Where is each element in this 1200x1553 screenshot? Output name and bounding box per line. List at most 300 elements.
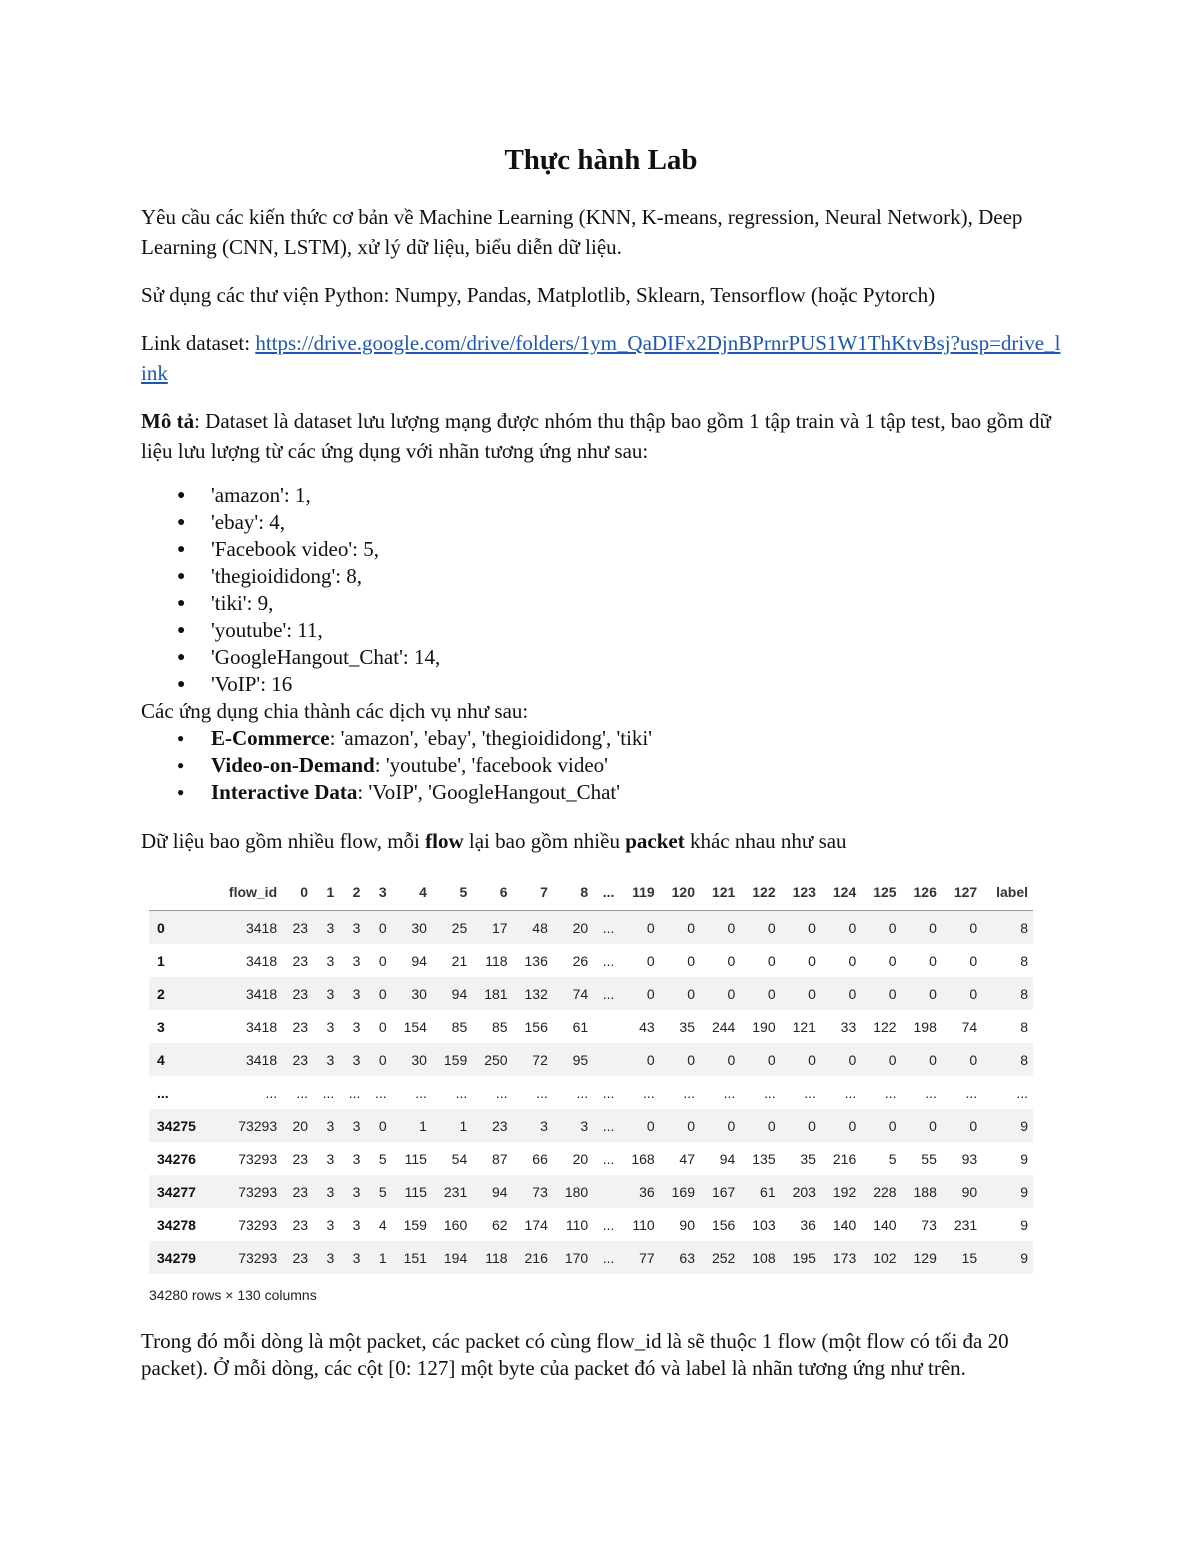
table-row	[149, 1010, 1033, 1043]
table-cell: 95	[572, 1051, 589, 1068]
table-cell: 0	[646, 1117, 655, 1134]
table-cell: ...	[576, 1084, 589, 1101]
table-cell: 3	[326, 1183, 335, 1200]
table-cell: 190	[752, 1018, 776, 1035]
table-cell: 244	[711, 1018, 736, 1035]
column-header: 124	[821, 874, 861, 911]
table-cell: 23	[292, 1018, 309, 1035]
table-cell: 0	[808, 1117, 816, 1134]
table-cell: 0	[646, 1051, 655, 1068]
table-cell: 0	[378, 1018, 387, 1035]
table-body	[149, 911, 1033, 1275]
list-item: ● 'VoIP': 16	[211, 671, 1061, 698]
dataframe-output	[149, 874, 1061, 1310]
table-cell: 26	[572, 952, 589, 969]
table-cell: 0	[646, 985, 655, 1002]
table-cell: 90	[961, 1183, 978, 1200]
row-index: 1	[157, 952, 165, 969]
table-cell: 3	[326, 1150, 335, 1167]
table-cell: 0	[727, 952, 736, 969]
table-cell: ...	[602, 985, 615, 1002]
table-cell: 15	[961, 1249, 978, 1266]
table-cell: 0	[969, 985, 978, 1002]
table-cell: 228	[873, 1183, 897, 1200]
table-cell: 0	[687, 1051, 695, 1068]
flow-text: lại bao gồm nhiều	[463, 829, 626, 853]
table-cell: 0	[727, 1051, 736, 1068]
table-cell: ...	[884, 1084, 897, 1101]
table-row	[149, 1208, 1033, 1241]
table-cell: 3	[326, 952, 335, 969]
table-cell: 77	[639, 1249, 655, 1266]
table-cell: 3418	[245, 1051, 278, 1068]
table-cell: 1	[419, 1117, 427, 1134]
table-cell: 0	[646, 919, 655, 936]
table-cell: 74	[572, 985, 589, 1002]
table-cell: ...	[455, 1084, 468, 1101]
table-cell: 30	[411, 1051, 427, 1068]
service-apps: : 'youtube', 'facebook video'	[374, 753, 608, 777]
table-cell: 0	[848, 919, 857, 936]
table-cell: 3	[580, 1117, 589, 1134]
table-cell: 0	[848, 1051, 857, 1068]
table-cell: 9	[1020, 1117, 1028, 1134]
description-paragraph	[141, 406, 1061, 466]
table-cell: 0	[767, 985, 776, 1002]
table-cell: 167	[711, 1183, 736, 1200]
table-cell: 156	[711, 1216, 736, 1233]
column-header: 119	[619, 874, 659, 911]
table-row	[149, 1241, 1033, 1274]
dataset-link-paragraph	[141, 328, 1061, 388]
table-cell: 194	[443, 1249, 468, 1266]
table-cell: 168	[631, 1150, 655, 1167]
row-index: 34275	[157, 1117, 196, 1134]
flow-text: khác nhau như sau	[684, 829, 847, 853]
table-cell: 23	[292, 1249, 309, 1266]
table-cell: 9	[1020, 1249, 1028, 1266]
table-cell: 160	[443, 1216, 468, 1233]
list-item	[211, 725, 1061, 752]
table-row	[149, 944, 1033, 977]
table-cell: 154	[403, 1018, 427, 1035]
table-cell: 3	[352, 1216, 361, 1233]
table-cell: 3	[326, 1249, 335, 1266]
list-item	[211, 779, 1061, 806]
list-item: ● 'youtube': 11,	[211, 617, 1061, 644]
table-cell: 0	[808, 919, 816, 936]
table-cell: 0	[888, 1117, 897, 1134]
table-cell: 8	[1020, 1051, 1028, 1068]
table-cell: 252	[711, 1249, 736, 1266]
table-cell: 48	[532, 919, 548, 936]
list-item: ● 'thegioididong': 8,	[211, 563, 1061, 590]
table-cell: 3	[326, 985, 335, 1002]
table-cell: 0	[767, 1117, 776, 1134]
table-cell: 0	[808, 1051, 816, 1068]
table-cell: 118	[485, 952, 508, 969]
table-cell: 3	[352, 1183, 361, 1200]
table-cell: ...	[804, 1084, 816, 1101]
table-cell: ...	[602, 1249, 615, 1266]
dataset-link[interactable]: https://drive.google.com/drive/folders/1ym_QaDIFx2DjnBPrnrPUS1W1ThKtvBsj?usp=drive_link	[141, 331, 1061, 385]
page-title: Thực hành Lab	[504, 144, 698, 176]
table-cell: 5	[378, 1183, 387, 1200]
column-header: 125	[861, 874, 901, 911]
table-cell: ...	[536, 1084, 548, 1101]
table-cell: 61	[572, 1018, 589, 1035]
table-cell: 0	[378, 985, 387, 1002]
flow-term: flow	[425, 829, 464, 853]
table-cell: 23	[491, 1117, 508, 1134]
table-cell: 20	[572, 919, 589, 936]
table-cell: 20	[572, 1150, 589, 1167]
table-cell: ...	[322, 1084, 335, 1101]
row-index: 3	[157, 1018, 165, 1035]
table-cell: 23	[292, 952, 309, 969]
row-index: ...	[157, 1084, 169, 1101]
table-cell: ...	[965, 1084, 978, 1101]
list-item	[211, 752, 1061, 779]
table-cell: 85	[491, 1018, 508, 1035]
table-cell: 170	[564, 1249, 589, 1266]
column-header	[149, 874, 212, 911]
table-cell: 5	[888, 1150, 897, 1167]
packet-term: packet	[625, 829, 685, 853]
table-cell: 35	[679, 1018, 695, 1035]
column-header: 123	[781, 874, 821, 911]
table-cell: ...	[643, 1084, 655, 1101]
table-cell: 90	[679, 1216, 695, 1233]
row-index: 34278	[157, 1216, 196, 1233]
service-apps: : 'VoIP', 'GoogleHangout_Chat'	[357, 780, 621, 804]
table-cell: 0	[888, 1051, 897, 1068]
table-cell: 5	[378, 1150, 387, 1167]
table-cell: 85	[451, 1018, 468, 1035]
flow-description	[141, 826, 1061, 856]
table-cell: 0	[767, 952, 776, 969]
table-cell: 108	[752, 1249, 776, 1266]
table-cell: 216	[524, 1249, 548, 1266]
column-header: 122	[740, 874, 780, 911]
table-cell: 3	[352, 1150, 361, 1167]
table-cell: ...	[763, 1084, 776, 1101]
table-cell: 4	[378, 1216, 387, 1233]
table-cell: 132	[524, 985, 548, 1002]
table-cell: 0	[378, 919, 387, 936]
table-cell: 94	[451, 985, 468, 1002]
table-cell: ...	[495, 1084, 508, 1101]
table-cell: 231	[953, 1216, 978, 1233]
table-row	[149, 1175, 1033, 1208]
table-cell: 0	[687, 1117, 695, 1134]
table-cell: 8	[1020, 985, 1028, 1002]
table-cell: 3418	[245, 1018, 278, 1035]
table-cell: ...	[602, 952, 615, 969]
table-cell: 62	[491, 1216, 508, 1233]
row-index: 34279	[157, 1249, 196, 1266]
table-cell: 3	[352, 1249, 361, 1266]
dataframe-table	[149, 874, 1033, 1274]
table-row	[149, 1142, 1033, 1175]
table-cell: 73293	[238, 1150, 278, 1167]
table-cell: 0	[929, 1117, 937, 1134]
table-cell: 0	[848, 952, 857, 969]
table-cell: 3	[326, 1216, 335, 1233]
table-cell: 192	[832, 1183, 857, 1200]
table-cell: 159	[403, 1216, 427, 1233]
table-cell: 94	[491, 1183, 508, 1200]
table-cell: 3	[540, 1117, 548, 1134]
table-cell: ...	[296, 1084, 309, 1101]
row-index: 2	[157, 985, 165, 1002]
table-row	[149, 1109, 1033, 1142]
table-cell: 87	[491, 1150, 508, 1167]
table-cell: 0	[929, 919, 937, 936]
table-cell: 73293	[238, 1216, 278, 1233]
table-cell: 0	[888, 985, 897, 1002]
row-index: 0	[157, 919, 165, 936]
table-row	[149, 1076, 1033, 1109]
table-cell: 103	[752, 1216, 776, 1233]
table-cell: 169	[671, 1183, 695, 1200]
list-item: ● 'Facebook video': 5,	[211, 536, 1061, 563]
table-cell: 0	[969, 1117, 978, 1134]
table-cell: 73293	[238, 1117, 278, 1134]
requirements-paragraph: Yêu cầu các kiến thức cơ bản về Machine Learning (KNN, K-means, regression, Neural Network), Deep Learning (CNN, LSTM), xử lý dữ liệu, biểu diễn dữ liệu.	[141, 205, 1023, 259]
table-row	[149, 977, 1033, 1010]
service-name: E-Commerce	[211, 726, 330, 750]
table-cell: 0	[767, 1051, 776, 1068]
table-header-row	[149, 874, 1033, 911]
table-cell: 54	[451, 1150, 468, 1167]
app-label-list	[211, 482, 1061, 698]
table-cell: 135	[752, 1150, 776, 1167]
service-apps: : 'amazon', 'ebay', 'thegioididong', 'tiki'	[329, 726, 653, 750]
table-cell: ...	[415, 1084, 427, 1101]
table-cell: 61	[760, 1183, 776, 1200]
column-header: 6	[472, 874, 512, 911]
table-cell: 66	[532, 1150, 548, 1167]
table-cell: 0	[808, 952, 816, 969]
table-cell: 231	[443, 1183, 468, 1200]
table-cell: 129	[913, 1249, 937, 1266]
column-header: 3	[365, 874, 391, 911]
table-cell: 94	[719, 1150, 736, 1167]
table-cell: 181	[484, 985, 508, 1002]
table-cell: ...	[374, 1084, 387, 1101]
libraries-paragraph: Sử dụng các thư viện Python: Numpy, Pandas, Matplotlib, Sklearn, Tensorflow (hoặc Pytorch)	[141, 283, 936, 307]
table-cell: 23	[292, 1216, 309, 1233]
table-cell: ...	[602, 1084, 615, 1101]
table-cell: 9	[1020, 1183, 1028, 1200]
table-cell: 121	[792, 1018, 816, 1035]
table-cell: 151	[403, 1249, 427, 1266]
table-cell: 0	[727, 1117, 736, 1134]
column-header: 126	[902, 874, 942, 911]
table-cell: 0	[378, 1117, 387, 1134]
table-cell: 0	[969, 952, 978, 969]
table-cell: 118	[485, 1249, 508, 1266]
dataframe-shape: 34280 rows × 130 columns	[149, 1287, 317, 1303]
table-cell: ...	[265, 1084, 278, 1101]
table-cell: 36	[800, 1216, 816, 1233]
table-row	[149, 1043, 1033, 1076]
table-cell: 3	[352, 1051, 361, 1068]
table-cell: 3	[326, 919, 335, 936]
table-cell: 0	[969, 919, 978, 936]
table-cell: ...	[723, 1084, 736, 1101]
column-header: 127	[942, 874, 982, 911]
table-cell: 195	[792, 1249, 816, 1266]
table-cell: 0	[687, 952, 695, 969]
table-cell: 0	[646, 952, 655, 969]
table-cell: 0	[808, 985, 816, 1002]
table-cell: ...	[925, 1084, 937, 1101]
table-cell: 72	[532, 1051, 548, 1068]
table-cell: 173	[832, 1249, 857, 1266]
table-cell: 23	[292, 1150, 309, 1167]
list-item: ● 'GoogleHangout_Chat': 14,	[211, 644, 1061, 671]
table-cell: 250	[484, 1051, 508, 1068]
flow-text: Dữ liệu bao gồm nhiều flow, mỗi	[141, 829, 426, 853]
table-cell: 0	[929, 952, 937, 969]
table-cell: 0	[848, 985, 857, 1002]
service-list	[211, 725, 1061, 806]
table-cell: 3418	[245, 919, 278, 936]
table-cell: 17	[491, 919, 508, 936]
table-cell: 0	[929, 985, 937, 1002]
table-cell: 3	[352, 952, 361, 969]
column-header: 2	[339, 874, 365, 911]
table-cell: 3418	[245, 985, 278, 1002]
table-cell: 9	[1020, 1216, 1028, 1233]
table-cell: ...	[844, 1084, 857, 1101]
list-item: ● 'ebay': 4,	[211, 509, 1061, 536]
table-cell: 30	[411, 985, 427, 1002]
table-cell: 3	[326, 1117, 335, 1134]
table-cell: 23	[292, 1183, 309, 1200]
table-cell: 8	[1020, 952, 1028, 969]
table-cell: 0	[848, 1117, 857, 1134]
table-cell: 156	[524, 1018, 548, 1035]
column-header: 7	[513, 874, 553, 911]
table-cell: 25	[451, 919, 468, 936]
table-cell: 63	[679, 1249, 695, 1266]
table-cell: 140	[832, 1216, 857, 1233]
table-cell: 0	[378, 952, 387, 969]
table-cell: 94	[411, 952, 427, 969]
table-cell: ...	[348, 1084, 361, 1101]
table-row	[149, 911, 1033, 945]
table-cell: 9	[1020, 1150, 1028, 1167]
dataset-link-label: Link dataset:	[141, 331, 256, 355]
service-name: Interactive Data	[211, 780, 358, 804]
table-cell: 3	[352, 1018, 361, 1035]
table-cell: 23	[292, 919, 309, 936]
table-cell: 47	[679, 1150, 695, 1167]
table-cell: 115	[404, 1183, 427, 1200]
table-cell: 110	[565, 1216, 589, 1233]
table-cell: 188	[913, 1183, 937, 1200]
column-header: label	[982, 874, 1033, 911]
table-cell: 21	[451, 952, 468, 969]
description-label: Mô tả	[141, 409, 195, 433]
description-text: : Dataset là dataset lưu lượng mạng được nhóm thu thập bao gồm 1 tập train và 1 tập test, bao gồm dữ liệu lưu lượng từ các ứng dụng với nhãn tương ứng như sau:	[141, 409, 1051, 463]
list-item: ● 'amazon': 1,	[211, 482, 1061, 509]
column-header: 0	[282, 874, 313, 911]
table-cell: 102	[873, 1249, 897, 1266]
table-cell: 0	[969, 1051, 978, 1068]
service-name: Video-on-Demand	[211, 753, 375, 777]
table-cell: 73293	[238, 1249, 278, 1266]
table-cell: 1	[378, 1249, 387, 1266]
row-index: 34277	[157, 1183, 196, 1200]
table-cell: ...	[602, 919, 615, 936]
table-cell: ...	[602, 1117, 615, 1134]
closing-paragraph: Trong đó mỗi dòng là một packet, các packet có cùng flow_id là sẽ thuộc 1 flow (một flow có tối đa 20 packet). Ở mỗi dòng, các cột [0: 127] một byte của packet đó và label là nhãn tương ứng như trên.	[141, 1329, 1009, 1380]
table-cell: 93	[961, 1150, 978, 1167]
table-cell: 0	[888, 952, 897, 969]
table-cell: ...	[602, 1216, 615, 1233]
table-cell: 0	[378, 1051, 387, 1068]
table-cell: 3	[326, 1051, 335, 1068]
table-cell: 198	[913, 1018, 937, 1035]
table-cell: 8	[1020, 919, 1028, 936]
column-header: 1	[313, 874, 339, 911]
table-cell: 3	[352, 919, 361, 936]
table-cell: 115	[404, 1150, 427, 1167]
table-cell: 0	[929, 1051, 937, 1068]
column-header: 121	[700, 874, 740, 911]
row-index: 4	[157, 1051, 165, 1068]
table-cell: 20	[292, 1117, 309, 1134]
table-cell: 0	[888, 919, 897, 936]
table-cell: 0	[767, 919, 776, 936]
table-cell: 55	[921, 1150, 937, 1167]
table-cell: 3418	[245, 952, 278, 969]
table-cell: 136	[524, 952, 548, 969]
table-cell: 73293	[238, 1183, 278, 1200]
table-cell: 1	[459, 1117, 468, 1134]
table-cell: 159	[443, 1051, 468, 1068]
table-cell: 0	[687, 919, 695, 936]
row-index: 34276	[157, 1150, 196, 1167]
table-cell: ...	[1016, 1084, 1028, 1101]
table-cell: 43	[639, 1018, 655, 1035]
table-cell: 3	[326, 1018, 335, 1035]
table-cell: ...	[683, 1084, 695, 1101]
table-cell: 36	[639, 1183, 655, 1200]
table-cell	[593, 1043, 619, 1076]
table-cell: 180	[564, 1183, 589, 1200]
table-cell: 30	[411, 919, 427, 936]
table-cell: 0	[687, 985, 695, 1002]
table-cell: 140	[873, 1216, 897, 1233]
table-cell: 8	[1020, 1018, 1028, 1035]
table-cell: 203	[792, 1183, 816, 1200]
table-cell: 3	[352, 985, 361, 1002]
table-cell	[593, 1175, 619, 1208]
column-header: flow_id	[212, 874, 282, 911]
table-cell: 73	[921, 1216, 937, 1233]
services-intro: Các ứng dụng chia thành các dịch vụ như sau:	[141, 699, 529, 723]
table-cell: 0	[727, 919, 736, 936]
list-item: ● 'tiki': 9,	[211, 590, 1061, 617]
column-header: 120	[660, 874, 700, 911]
table-cell: 3	[352, 1117, 361, 1134]
column-header: 4	[392, 874, 432, 911]
